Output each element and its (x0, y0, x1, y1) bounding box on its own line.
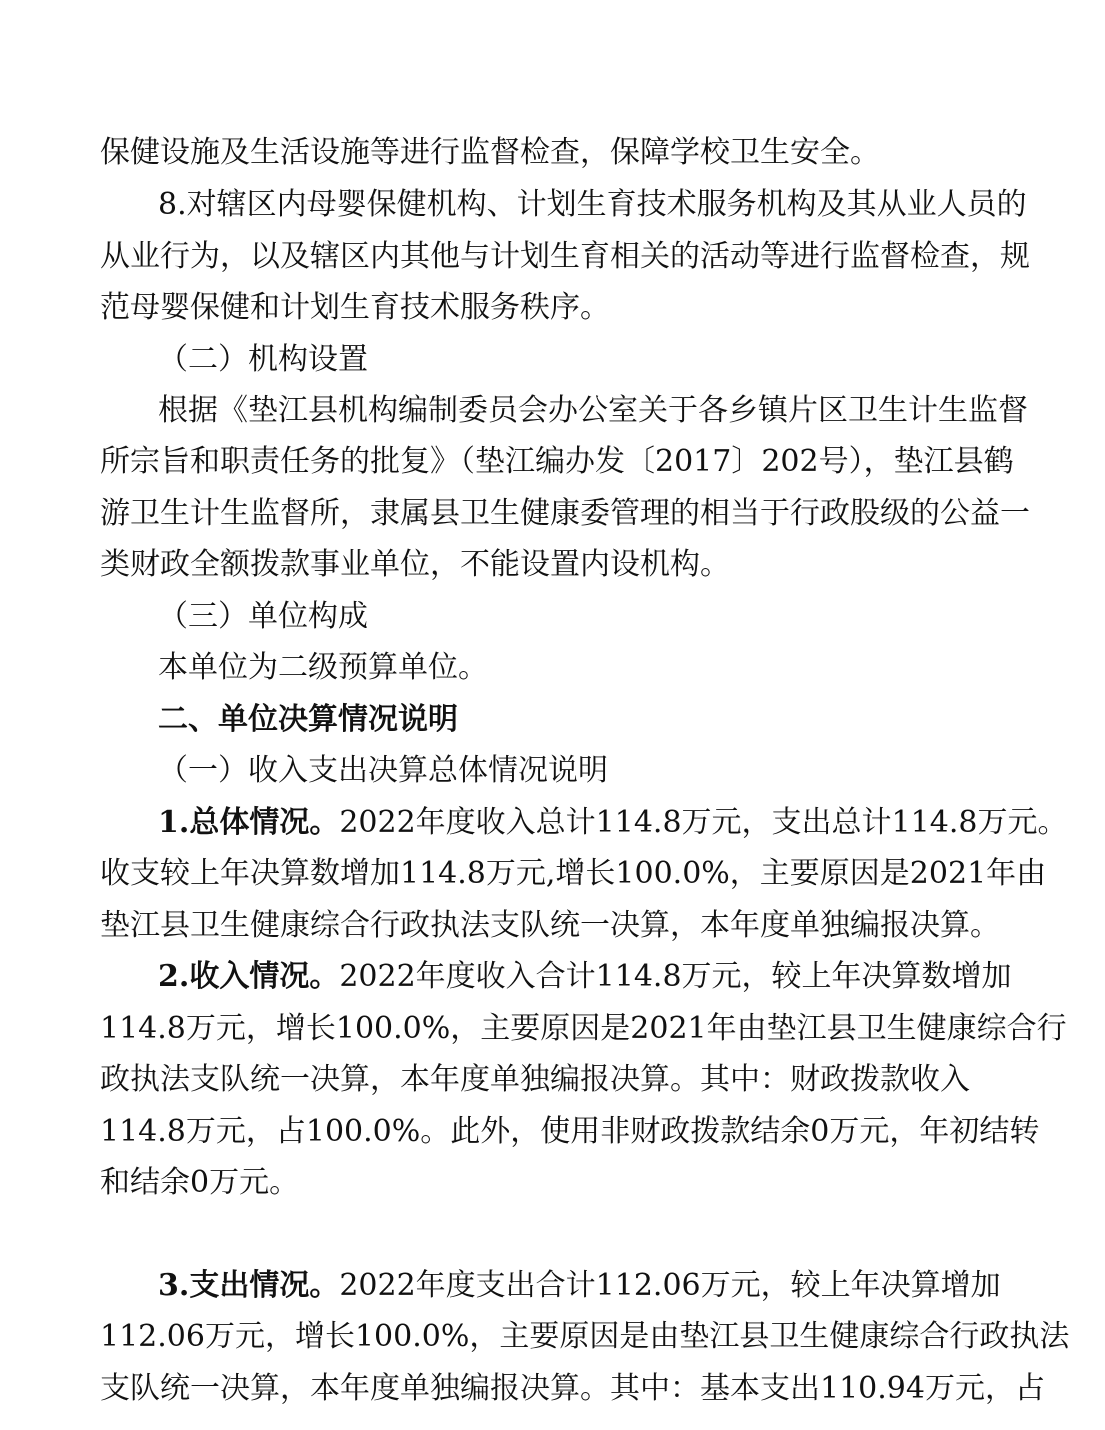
section-title: （二）机构设置 (158, 342, 368, 377)
subsection-title: （一）收入支出决算总体情况说明 (158, 753, 608, 788)
paragraph-lead: 3.支出情况。 (158, 1268, 340, 1303)
paragraph-line (158, 803, 1067, 843)
paragraph-line: 游卫生计生监督所，隶属县卫生健康委管理的相当于行政股级的公益一 (100, 496, 1030, 531)
paragraph-line: 本单位为二级预算单位。 (158, 650, 488, 685)
paragraph-text: 2022年度支出合计112.06万元，较上年决算增加 (339, 1268, 1001, 1303)
paragraph-line: 114.8万元，增长100.0%，主要原因是2021年由垫江县卫生健康综合行 (100, 1011, 1067, 1046)
paragraph-line: 112.06万元，增长100.0%，主要原因是由垫江县卫生健康综合行政执法 (100, 1319, 1070, 1354)
paragraph-line: 根据《垫江县机构编制委员会办公室关于各乡镇片区卫生计生监督 (158, 393, 1028, 428)
paragraph-line: 8.对辖区内母婴保健机构、计划生育技术服务机构及其从业人员的 (158, 187, 1027, 222)
paragraph-line: 支队统一决算，本年度单独编报决算。其中：基本支出110.94万元，占 (100, 1371, 1045, 1406)
paragraph-line (158, 957, 1012, 997)
paragraph-text: 2022年度收入总计114.8万元，支出总计114.8万元。 (339, 805, 1068, 840)
paragraph-line: 收支较上年决算数增加114.8万元,增长100.0%，主要原因是2021年由 (100, 856, 1047, 891)
paragraph-line: 所宗旨和职责任务的批复》（垫江编办发〔2017〕202号），垫江县鹤 (100, 444, 1014, 479)
paragraph-line: 从业行为，以及辖区内其他与计划生育相关的活动等进行监督检查，规 (100, 239, 1030, 274)
paragraph-line: 保健设施及生活设施等进行监督检查，保障学校卫生安全。 (100, 135, 880, 170)
section-title: （三）单位构成 (158, 599, 368, 634)
paragraph-lead: 1.总体情况。 (158, 805, 340, 840)
paragraph-line: 范母婴保健和计划生育技术服务秩序。 (100, 290, 610, 325)
paragraph-line: 政执法支队统一决算，本年度单独编报决算。其中：财政拨款收入 (100, 1062, 970, 1097)
heading: 二、单位决算情况说明 (158, 702, 458, 737)
paragraph-line: 和结余0万元。 (100, 1165, 300, 1200)
paragraph-line (158, 1266, 1001, 1306)
paragraph-line: 114.8万元，占100.0%。此外，使用非财政拨款结余0万元，年初结转 (100, 1114, 1040, 1149)
paragraph-lead: 2.收入情况。 (158, 959, 340, 994)
paragraph-line: 类财政全额拨款事业单位，不能设置内设机构。 (100, 547, 730, 582)
paragraph-line: 垫江县卫生健康综合行政执法支队统一决算，本年度单独编报决算。 (100, 908, 1000, 943)
paragraph-text: 2022年度收入合计114.8万元，较上年决算数增加 (339, 959, 1012, 994)
